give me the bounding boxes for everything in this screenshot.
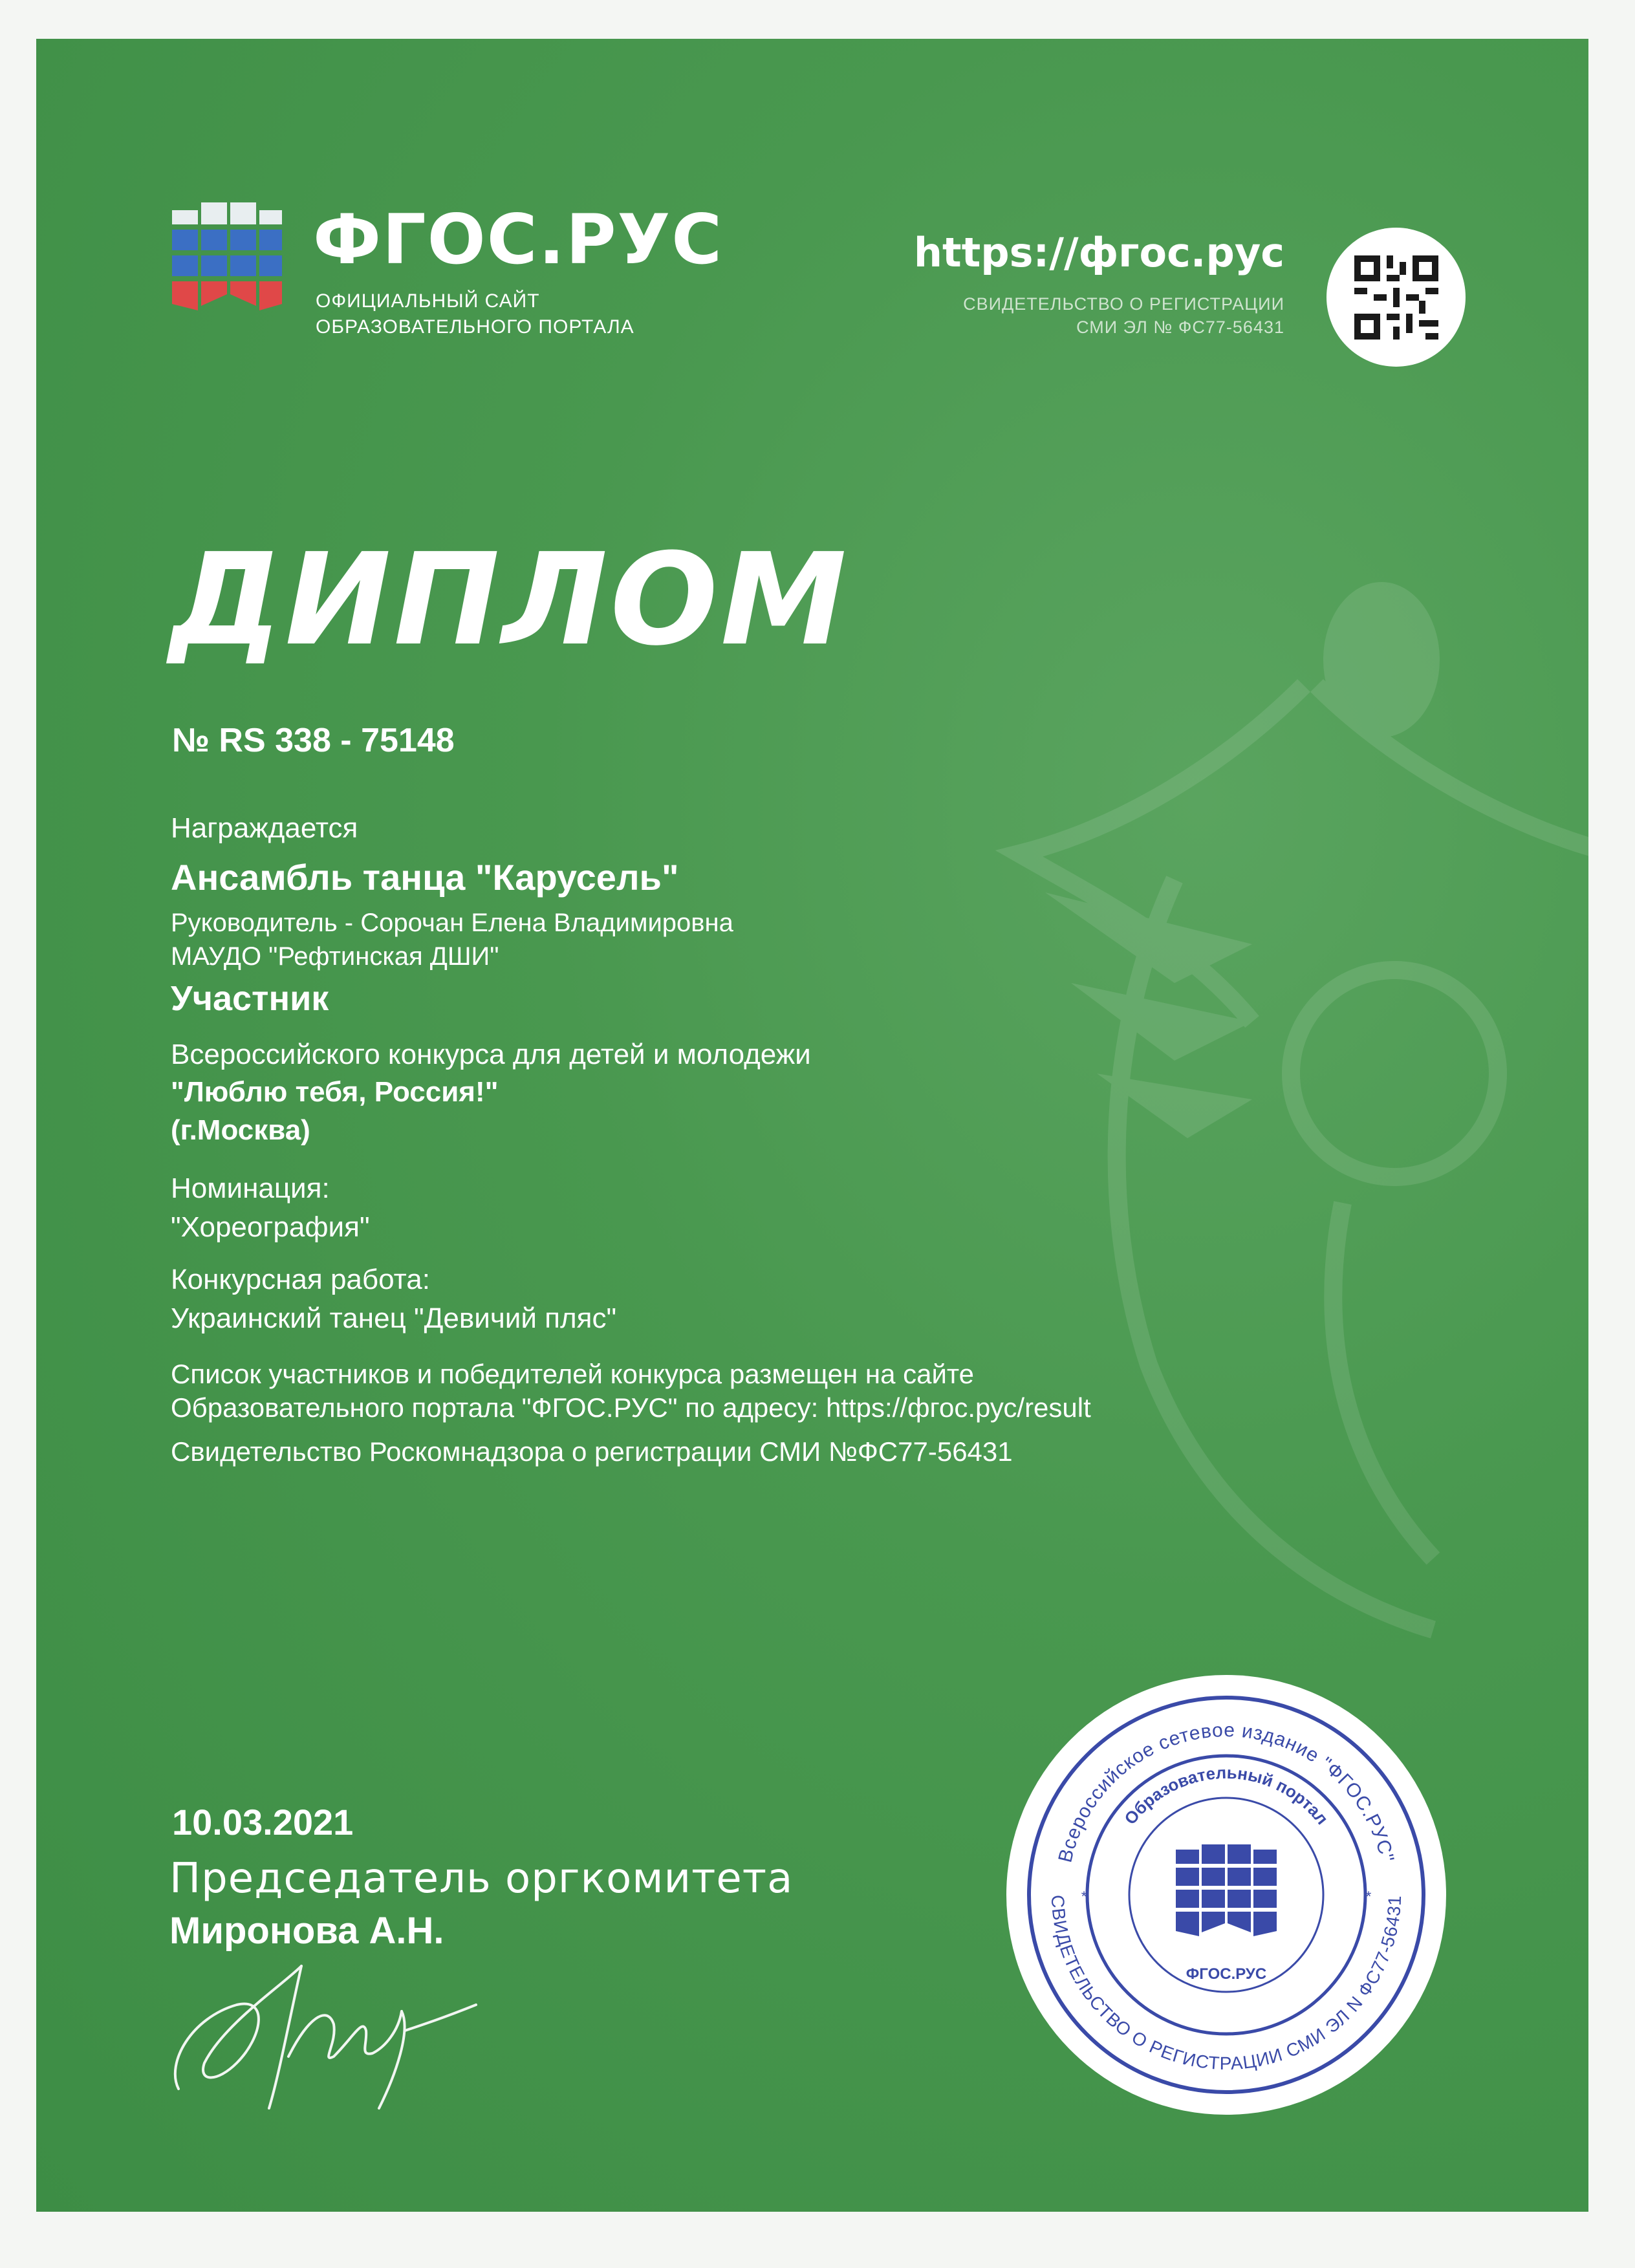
svg-text:ФГОС.РУС: ФГОС.РУС bbox=[1186, 1965, 1267, 1983]
leader-line: Руководитель - Сорочан Елена Владимировна bbox=[171, 909, 733, 937]
svg-text:*: * bbox=[1365, 1888, 1372, 1905]
institution-line: МАУДО "Рефтинская ДШИ" bbox=[171, 942, 499, 971]
official-stamp bbox=[1006, 1675, 1446, 2115]
list-note-line-2: Образовательного портала "ФГОС.РУС" по адресу: https://фгос.рус/result bbox=[171, 1392, 1091, 1423]
svg-text:СВИДЕТЕЛЬСТВО О РЕГИСТРАЦИИ СМ: СВИДЕТЕЛЬСТВО О РЕГИСТРАЦИИ СМИ ЭЛ N ФС77-56431 bbox=[1047, 1894, 1405, 2074]
work-label: Конкурсная работа: bbox=[171, 1264, 430, 1295]
list-note-line-1: Список участников и победителей конкурса размещен на сайте bbox=[171, 1359, 975, 1389]
site-url-link[interactable]: https://фгос.рус bbox=[913, 229, 1284, 276]
recipient-name: Ансамбль танца "Карусель" bbox=[171, 857, 679, 898]
contest-line: Всероссийского конкурса для детей и молодежи bbox=[171, 1039, 811, 1070]
brand-subtitle bbox=[316, 288, 634, 340]
chair-name: Миронова А.Н. bbox=[169, 1910, 444, 1952]
qr-code[interactable] bbox=[1326, 228, 1466, 367]
signature-icon bbox=[140, 1927, 528, 2121]
awarded-label: Награждается bbox=[171, 812, 358, 844]
svg-text:Образовательный портал: Образовательный портал bbox=[1120, 1762, 1332, 1828]
nomination-label: Номинация: bbox=[171, 1172, 330, 1204]
nomination-value: "Хореография" bbox=[171, 1211, 370, 1243]
status-label: Участник bbox=[171, 979, 329, 1018]
brand-subtitle-line-2: ОБРАЗОВАТЕЛЬНОГО ПОРТАЛА bbox=[316, 316, 634, 338]
stamp-seal-icon bbox=[1006, 1675, 1446, 2115]
svg-text:Всероссийское сетевое издание: Всероссийское сетевое издание "ФГОС.РУС" bbox=[1054, 1719, 1398, 1865]
roskomnadzor-note: Свидетельство Роскомнадзора о регистрации СМИ №ФС77-56431 bbox=[171, 1436, 1013, 1467]
registration-info bbox=[963, 292, 1284, 339]
registration-line-1: СВИДЕТЕЛЬСТВО О РЕГИСТРАЦИИ bbox=[963, 294, 1284, 314]
issue-date: 10.03.2021 bbox=[172, 1802, 354, 1842]
qr-code-icon bbox=[1354, 255, 1438, 340]
page-title: ДИПЛОМ bbox=[169, 526, 850, 674]
registration-line-2: СМИ ЭЛ № ФС77-56431 bbox=[1076, 318, 1284, 337]
eagle-watermark-icon bbox=[980, 491, 1588, 1720]
contest-name: "Люблю тебя, Россия!" bbox=[171, 1076, 499, 1108]
fgos-logo-icon bbox=[172, 197, 282, 310]
diploma-number: № RS 338 - 75148 bbox=[172, 722, 455, 759]
contest-city: (г.Москва) bbox=[171, 1114, 310, 1146]
brand-subtitle-line-1: ОФИЦИАЛЬНЫЙ САЙТ bbox=[316, 290, 540, 312]
chair-role: Председатель оргкомитета bbox=[169, 1855, 794, 1903]
brand-name: ФГОС.РУС bbox=[313, 200, 724, 279]
work-value: Украинский танец "Девичий пляс" bbox=[171, 1302, 617, 1334]
svg-text:*: * bbox=[1081, 1888, 1087, 1905]
diploma-sheet bbox=[36, 39, 1588, 2212]
